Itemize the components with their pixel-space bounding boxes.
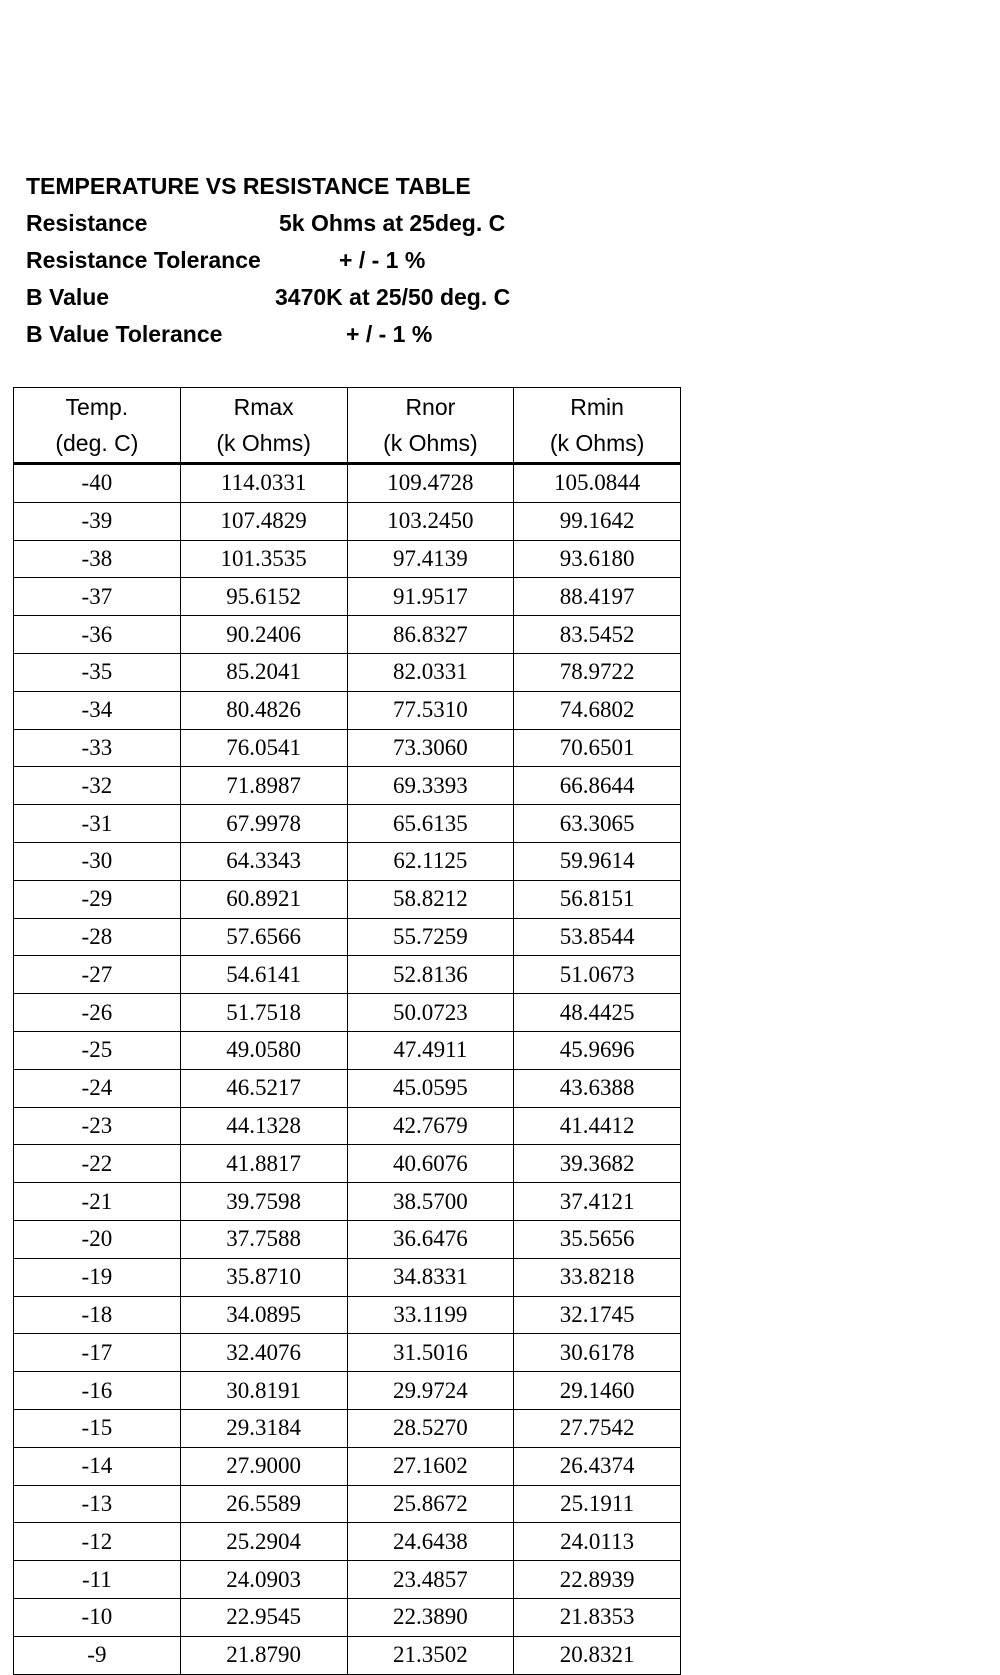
cell-rmin: 26.4374	[514, 1447, 681, 1485]
cell-temp: -30	[14, 842, 181, 880]
cell-rmax: 29.3184	[180, 1409, 347, 1447]
cell-temp: -31	[14, 805, 181, 843]
cell-rmin: 39.3682	[514, 1145, 681, 1183]
column-header-temp	[14, 388, 181, 464]
cell-rmin: 21.8353	[514, 1598, 681, 1636]
cell-temp: -10	[14, 1598, 181, 1636]
table-row	[14, 1031, 681, 1069]
resistance-table	[13, 387, 681, 1675]
cell-rnor: 42.7679	[347, 1107, 514, 1145]
cell-rmax: 34.0895	[180, 1296, 347, 1334]
page-title: TEMPERATURE VS RESISTANCE TABLE	[26, 173, 471, 199]
cell-rmax: 80.4826	[180, 691, 347, 729]
spec-value: + / - 1 %	[339, 247, 426, 273]
table-row	[14, 653, 681, 691]
cell-rnor: 73.3060	[347, 729, 514, 767]
cell-rnor: 55.7259	[347, 918, 514, 956]
cell-rmin: 25.1911	[514, 1485, 681, 1523]
cell-rnor: 45.0595	[347, 1069, 514, 1107]
cell-rnor: 24.6438	[347, 1523, 514, 1561]
cell-rmax: 27.9000	[180, 1447, 347, 1485]
cell-rmax: 46.5217	[180, 1069, 347, 1107]
cell-rmin: 24.0113	[514, 1523, 681, 1561]
column-header-title: Rnor	[405, 394, 456, 420]
cell-rmax: 35.8710	[180, 1258, 347, 1296]
column-header-title: Rmin	[570, 394, 624, 420]
cell-rmin: 43.6388	[514, 1069, 681, 1107]
cell-rmin: 70.6501	[514, 729, 681, 767]
cell-rnor: 52.8136	[347, 956, 514, 994]
cell-rnor: 34.8331	[347, 1258, 514, 1296]
table-row	[14, 691, 681, 729]
cell-temp: -39	[14, 502, 181, 540]
cell-rmin: 29.1460	[514, 1372, 681, 1410]
table-row	[14, 1183, 681, 1221]
cell-rmin: 32.1745	[514, 1296, 681, 1334]
spec-label: Resistance	[26, 210, 148, 236]
cell-rmin: 83.5452	[514, 616, 681, 654]
cell-temp: -22	[14, 1145, 181, 1183]
table-row	[14, 842, 681, 880]
cell-temp: -27	[14, 956, 181, 994]
cell-rmin: 99.1642	[514, 502, 681, 540]
table-row	[14, 616, 681, 654]
cell-rmin: 66.8644	[514, 767, 681, 805]
table-row	[14, 805, 681, 843]
spec-row-resistance-tolerance	[26, 242, 471, 279]
table-row	[14, 1561, 681, 1599]
cell-rmin: 56.8151	[514, 880, 681, 918]
cell-rnor: 62.1125	[347, 842, 514, 880]
cell-rmax: 44.1328	[180, 1107, 347, 1145]
table-header	[14, 388, 681, 464]
cell-rmin: 53.8544	[514, 918, 681, 956]
cell-rnor: 86.8327	[347, 616, 514, 654]
cell-temp: -19	[14, 1258, 181, 1296]
cell-temp: -18	[14, 1296, 181, 1334]
cell-temp: -13	[14, 1485, 181, 1523]
cell-rmax: 60.8921	[180, 880, 347, 918]
cell-rmax: 57.6566	[180, 918, 347, 956]
table-row	[14, 1409, 681, 1447]
spec-label: B Value Tolerance	[26, 321, 223, 347]
cell-temp: -12	[14, 1523, 181, 1561]
cell-rnor: 38.5700	[347, 1183, 514, 1221]
cell-rmin: 105.0844	[514, 464, 681, 503]
cell-rnor: 77.5310	[347, 691, 514, 729]
column-header-unit: (k Ohms)	[216, 430, 311, 456]
cell-rnor: 25.8672	[347, 1485, 514, 1523]
spec-label: B Value	[26, 284, 110, 310]
cell-rmax: 76.0541	[180, 729, 347, 767]
table-row	[14, 767, 681, 805]
cell-rmax: 101.3535	[180, 540, 347, 578]
cell-rmax: 41.8817	[180, 1145, 347, 1183]
table-row	[14, 956, 681, 994]
cell-rmax: 49.0580	[180, 1031, 347, 1069]
cell-temp: -29	[14, 880, 181, 918]
cell-temp: -14	[14, 1447, 181, 1485]
cell-rnor: 69.3393	[347, 767, 514, 805]
cell-rmin: 22.8939	[514, 1561, 681, 1599]
spec-label: Resistance Tolerance	[26, 247, 261, 273]
table-row	[14, 1447, 681, 1485]
column-header-title: Temp.	[65, 394, 129, 420]
cell-rnor: 47.4911	[347, 1031, 514, 1069]
cell-rmax: 85.2041	[180, 653, 347, 691]
cell-rnor: 109.4728	[347, 464, 514, 503]
table-row	[14, 502, 681, 540]
table-row	[14, 540, 681, 578]
cell-temp: -37	[14, 578, 181, 616]
cell-temp: -26	[14, 994, 181, 1032]
column-header-unit: (k Ohms)	[383, 430, 478, 456]
cell-rmin: 51.0673	[514, 956, 681, 994]
cell-rmin: 41.4412	[514, 1107, 681, 1145]
table-row	[14, 578, 681, 616]
cell-rmin: 63.3065	[514, 805, 681, 843]
spec-value: + / - 1 %	[346, 321, 433, 347]
cell-temp: -20	[14, 1220, 181, 1258]
spec-row-b-value-tolerance	[26, 316, 471, 353]
cell-rmax: 26.5589	[180, 1485, 347, 1523]
cell-rmax: 54.6141	[180, 956, 347, 994]
cell-temp: -40	[14, 464, 181, 503]
table-row	[14, 994, 681, 1032]
cell-temp: -24	[14, 1069, 181, 1107]
cell-rmax: 39.7598	[180, 1183, 347, 1221]
table-row	[14, 1334, 681, 1372]
cell-rnor: 91.9517	[347, 578, 514, 616]
cell-rnor: 23.4857	[347, 1561, 514, 1599]
cell-temp: -38	[14, 540, 181, 578]
cell-rmin: 35.5656	[514, 1220, 681, 1258]
cell-rmin: 20.8321	[514, 1636, 681, 1674]
cell-rmin: 45.9696	[514, 1031, 681, 1069]
cell-temp: -17	[14, 1334, 181, 1372]
cell-rmin: 37.4121	[514, 1183, 681, 1221]
cell-rmax: 37.7588	[180, 1220, 347, 1258]
cell-rnor: 58.8212	[347, 880, 514, 918]
table-row	[14, 1598, 681, 1636]
column-header-rmax	[180, 388, 347, 464]
table-row	[14, 1296, 681, 1334]
cell-rmin: 59.9614	[514, 842, 681, 880]
spec-value: 5k Ohms at 25deg. C	[279, 210, 506, 236]
cell-temp: -16	[14, 1372, 181, 1410]
cell-rnor: 82.0331	[347, 653, 514, 691]
table-row	[14, 1107, 681, 1145]
cell-rmin: 30.6178	[514, 1334, 681, 1372]
cell-rnor: 27.1602	[347, 1447, 514, 1485]
table-row	[14, 880, 681, 918]
spec-row-resistance	[26, 205, 506, 242]
cell-rmax: 21.8790	[180, 1636, 347, 1674]
cell-rnor: 65.6135	[347, 805, 514, 843]
cell-rnor: 97.4139	[347, 540, 514, 578]
cell-rmax: 90.2406	[180, 616, 347, 654]
cell-temp: -35	[14, 653, 181, 691]
table-row	[14, 1220, 681, 1258]
cell-temp: -28	[14, 918, 181, 956]
cell-rmax: 51.7518	[180, 994, 347, 1032]
cell-rmax: 64.3343	[180, 842, 347, 880]
table-row	[14, 1145, 681, 1183]
cell-rnor: 40.6076	[347, 1145, 514, 1183]
table-row	[14, 1523, 681, 1561]
column-header-unit: (deg. C)	[55, 430, 139, 456]
cell-rmax: 22.9545	[180, 1598, 347, 1636]
cell-rmax: 25.2904	[180, 1523, 347, 1561]
table-row	[14, 1372, 681, 1410]
table-row	[14, 1636, 681, 1674]
table-body	[14, 464, 681, 1675]
cell-rnor: 29.9724	[347, 1372, 514, 1410]
column-header-rmin	[514, 388, 681, 464]
cell-temp: -33	[14, 729, 181, 767]
table-row	[14, 1485, 681, 1523]
cell-rnor: 31.5016	[347, 1334, 514, 1372]
cell-rmin: 78.9722	[514, 653, 681, 691]
cell-rnor: 50.0723	[347, 994, 514, 1032]
column-header-unit: (k Ohms)	[549, 430, 645, 456]
cell-temp: -21	[14, 1183, 181, 1221]
cell-rnor: 33.1199	[347, 1296, 514, 1334]
table-row	[14, 729, 681, 767]
cell-rnor: 28.5270	[347, 1409, 514, 1447]
cell-temp: -23	[14, 1107, 181, 1145]
cell-temp: -34	[14, 691, 181, 729]
column-header-title: Rmax	[233, 394, 294, 420]
spec-row-b-value	[26, 279, 511, 316]
table-row	[14, 1069, 681, 1107]
cell-temp: -36	[14, 616, 181, 654]
cell-rnor: 21.3502	[347, 1636, 514, 1674]
cell-temp: -15	[14, 1409, 181, 1447]
cell-rmax: 67.9978	[180, 805, 347, 843]
cell-rmax: 71.8987	[180, 767, 347, 805]
table-row	[14, 1258, 681, 1296]
cell-temp: -25	[14, 1031, 181, 1069]
spec-header	[26, 168, 511, 353]
cell-temp: -9	[14, 1636, 181, 1674]
cell-temp: -11	[14, 1561, 181, 1599]
cell-rmin: 74.6802	[514, 691, 681, 729]
cell-rmin: 33.8218	[514, 1258, 681, 1296]
cell-rmax: 24.0903	[180, 1561, 347, 1599]
cell-rmax: 95.6152	[180, 578, 347, 616]
cell-rmin: 48.4425	[514, 994, 681, 1032]
cell-rmax: 114.0331	[180, 464, 347, 503]
cell-rmin: 88.4197	[514, 578, 681, 616]
table-row	[14, 918, 681, 956]
cell-rmax: 30.8191	[180, 1372, 347, 1410]
cell-rmin: 93.6180	[514, 540, 681, 578]
cell-rnor: 36.6476	[347, 1220, 514, 1258]
table-header-row	[14, 388, 681, 464]
cell-rnor: 22.3890	[347, 1598, 514, 1636]
cell-rnor: 103.2450	[347, 502, 514, 540]
cell-rmax: 107.4829	[180, 502, 347, 540]
cell-rmin: 27.7542	[514, 1409, 681, 1447]
cell-rmax: 32.4076	[180, 1334, 347, 1372]
cell-temp: -32	[14, 767, 181, 805]
column-header-rnor	[347, 388, 514, 464]
table-row	[14, 464, 681, 503]
spec-value: 3470K at 25/50 deg. C	[275, 284, 511, 310]
